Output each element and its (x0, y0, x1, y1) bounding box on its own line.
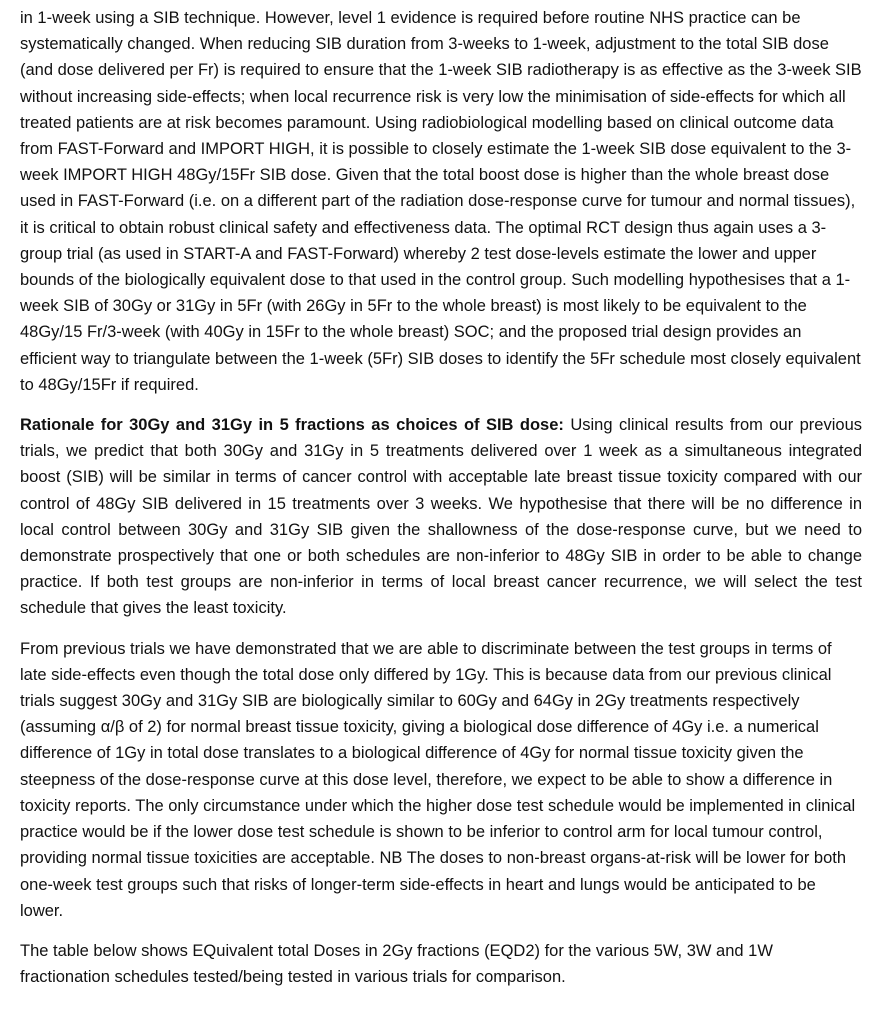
document-page (20, 5, 862, 1004)
paragraph-table-intro: The table below shows EQuivalent total Doses in 2Gy fractions (EQD2) for the various 5W, 3W and 1W fractionation schedules tested/being tested in various trials for comparison. (20, 941, 773, 987)
paragraph-previous-trials: From previous trials we have demonstrated that we are able to discriminate between the test groups in terms of late side-effects even though the total dose only differed by 1Gy. This is because data from our previous clinical trials suggest 30Gy and 31Gy SIB are biologically similar to 60Gy and 64Gy in 2Gy treatments respectively (assuming α/β of 2) for normal breast tissue toxicity, giving a biological dose difference of 4Gy i.e. a numerical difference of 1Gy in total dose translates to a biological difference of 4Gy for normal tissue toxicity given the steepness of the dose-response curve at this dose level, therefore, we expect to be able to show a difference in toxicity reports. The only circumstance under which the higher dose test schedule would be implemented in clinical practice would be if the lower dose test schedule is shown to be inferior to control arm for local tumour control, providing normal tissue toxicities are acceptable. NB The doses to non-breast organs-at-risk will be lower for both one-week test groups such that risks of longer-term side-effects in heart and lungs would be anticipated to be lower. (20, 639, 856, 920)
paragraph-sib-modelling: in 1-week using a SIB technique. However, level 1 evidence is required before routine NHS practice can be systematically changed. When reducing SIB duration from 3-weeks to 1-week, adjustment to the total SIB dose (and dose delivered per Fr) is required to ensure that the 1-week SIB radiotherapy is as effective as the 3-week SIB without increasing side-effects; when local recurrence risk is very low the minimisation of side-effects for which all treated patients are at risk becomes paramount. Using radiobiological modelling based on clinical outcome data from FAST-Forward and IMPORT HIGH, it is possible to closely estimate the 1-week SIB dose equivalent to the 3-week IMPORT HIGH 48Gy/15Fr SIB dose. Given that the total boost dose is higher than the whole breast dose used in FAST-Forward (i.e. on a different part of the radiation dose-response curve for tumour and normal tissues), it is critical to obtain robust clinical safety and effectiveness data. The optimal RCT design thus again uses a 3-group trial (as used in START-A and FAST-Forward) whereby 2 test dose-levels estimate the lower and upper bounds of the biologically equivalent dose to that used in the control group. Such modelling hypothesises that a 1-week SIB of 30Gy or 31Gy in 5Fr (with 26Gy in 5Fr to the whole breast) is most likely to be equivalent to the 48Gy/15 Fr/3-week (with 40Gy in 15Fr to the whole breast) SOC; and the proposed trial design provides an efficient way to triangulate between the 1-week (5Fr) SIB doses to identify the 5Fr schedule most closely equivalent to 48Gy/15Fr if required. (20, 9, 862, 394)
rationale-body: Using clinical results from our previous trials, we predict that both 30Gy and 31Gy in 5 treatments delivered over 1 week as a simultaneous integrated boost (SIB) will be similar in terms of cancer control with acceptable late breast tissue toxicity compared with our control of 48Gy SIB delivered in 15 treatments over 3 weeks. We hypothesise that there will be no difference in local control between 30Gy and 31Gy SIB given the shallowness of the dose-response curve, but we need to demonstrate prospectively that one or both schedules are non-inferior to 48Gy SIB in order to be able to change practice. If both test groups are non-inferior in terms of local breast cancer recurrence, we will select the test schedule that gives the least toxicity. (20, 416, 862, 618)
rationale-heading: Rationale for 30Gy and 31Gy in 5 fractions as choices of SIB dose: (20, 416, 564, 435)
paragraph-rationale (20, 412, 862, 622)
